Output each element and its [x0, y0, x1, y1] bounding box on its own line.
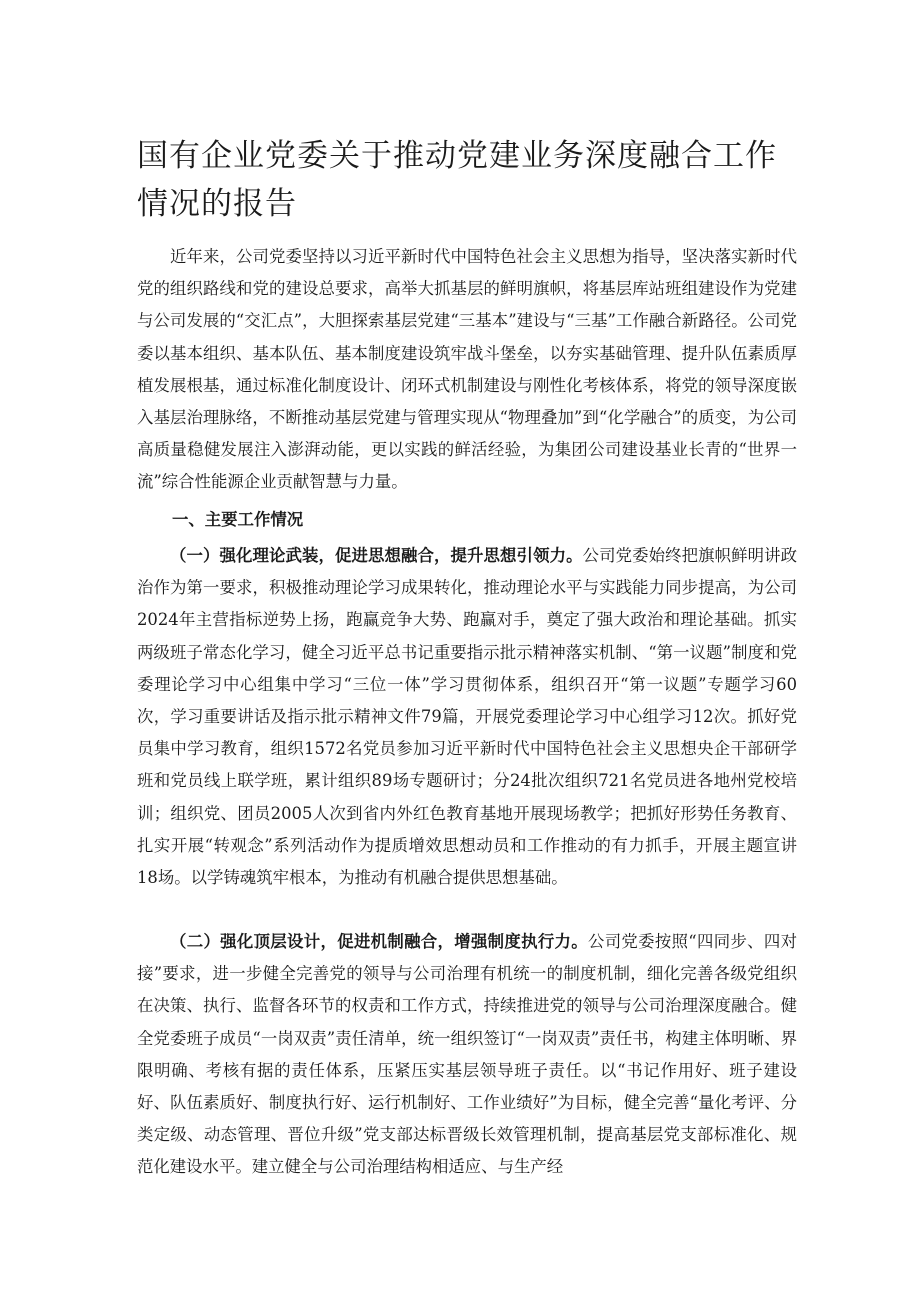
item-1-text: 公司党委始终把旗帜鲜明讲政治作为第一要求，积极推动理论学习成果转化，推动理论水平与实践能力同步提高，为公司2024年主营指标逆势上扬，跑赢竞争大势、跑赢对手，奠定了强大政治和理论基础。抓实两级班子常态化学习，健全习近平总书记重要指示批示精神落实机制、“第一议题”制度和党委理论学习中心组集中学习“三位一体”学习贯彻体系，组织召开“第一议题”专题学习60次，学习重要讲话及指示批示精神文件79篇，开展党委理论学习中心组学习12次。抓好党员集中学习教育，组织1572名党员参加习近平新时代中国特色社会主义思想央企干部研学班和党员线上联学班，累计组织89场专题研讨；分24批次组织721名党员进各地州党校培训；组织党、团员2005人次到省内外红色教育基地开展现场教学；把抓好形势任务教育、扎实开展“转观念”系列活动作为提质增效思想动员和工作推动的有力抓手，开展主题宣讲18场。以学铸魂筑牢根本，为推动有机融合提供思想基础。 — [137, 546, 798, 888]
document-title: 国有企业党委关于推动党建业务深度融合工作情况的报告 — [137, 138, 777, 222]
item-2-lead: （二）强化顶层设计，促进机制融合，增强制度执行力。 — [170, 932, 588, 951]
paragraph-item-2 — [137, 926, 797, 1184]
item-2-text: 公司党委按照“四同步、四对接”要求，进一步健全完善党的领导与公司治理有机统一的制度机制，细化完善各级党组织在决策、执行、监督各环节的权责和工作方式，持续推进党的领导与公司治理深度融合。健全党委班子成员“一岗双责”责任清单，统一组织签订“一岗双责”责任书，构建主体明晰、界限明确、考核有据的责任体系，压紧压实基层领导班子责任。以“书记作用好、班子建设好、队伍素质好、制度执行好、运行机制好、工作业绩好”为目标，健全完善“量化考评、分类定级、动态管理、晋位升级”党支部达标晋级长效管理机制，提高基层党支部标准化、规范化建设水平。建立健全与公司治理结构相适应、与生产经 — [137, 932, 797, 1177]
section-heading: 一、主要工作情况 — [172, 510, 304, 529]
item-1-lead: （一）强化理论武装，促进思想融合，提升思想引领力。 — [170, 546, 583, 565]
paragraph-item-1 — [137, 540, 797, 894]
intro-paragraph: 近年来，公司党委坚持以习近平新时代中国特色社会主义思想为指导，坚决落实新时代党的组织路线和党的建设总要求，高举大抓基层的鲜明旗帜，将基层库站班组建设作为党建与公司发展的“交汇点”，大胆探索基层党建“三基本”建设与“三基”工作融合新路径。公司党委以基本组织、基本队伍、基本制度建设筑牢战斗堡垒，以夯实基础管理、提升队伍素质厚植发展根基，通过标准化制度设计、闭环式机制建设与刚性化考核体系，将党的领导深度嵌入基层治理脉络，不断推动基层党建与管理实现从“物理叠加”到“化学融合”的质变，为公司高质量稳健发展注入澎湃动能，更以实践的鲜活经验，为集团公司建设基业长青的“世界一流”综合性能源企业贡献智慧与力量。 — [137, 247, 797, 492]
